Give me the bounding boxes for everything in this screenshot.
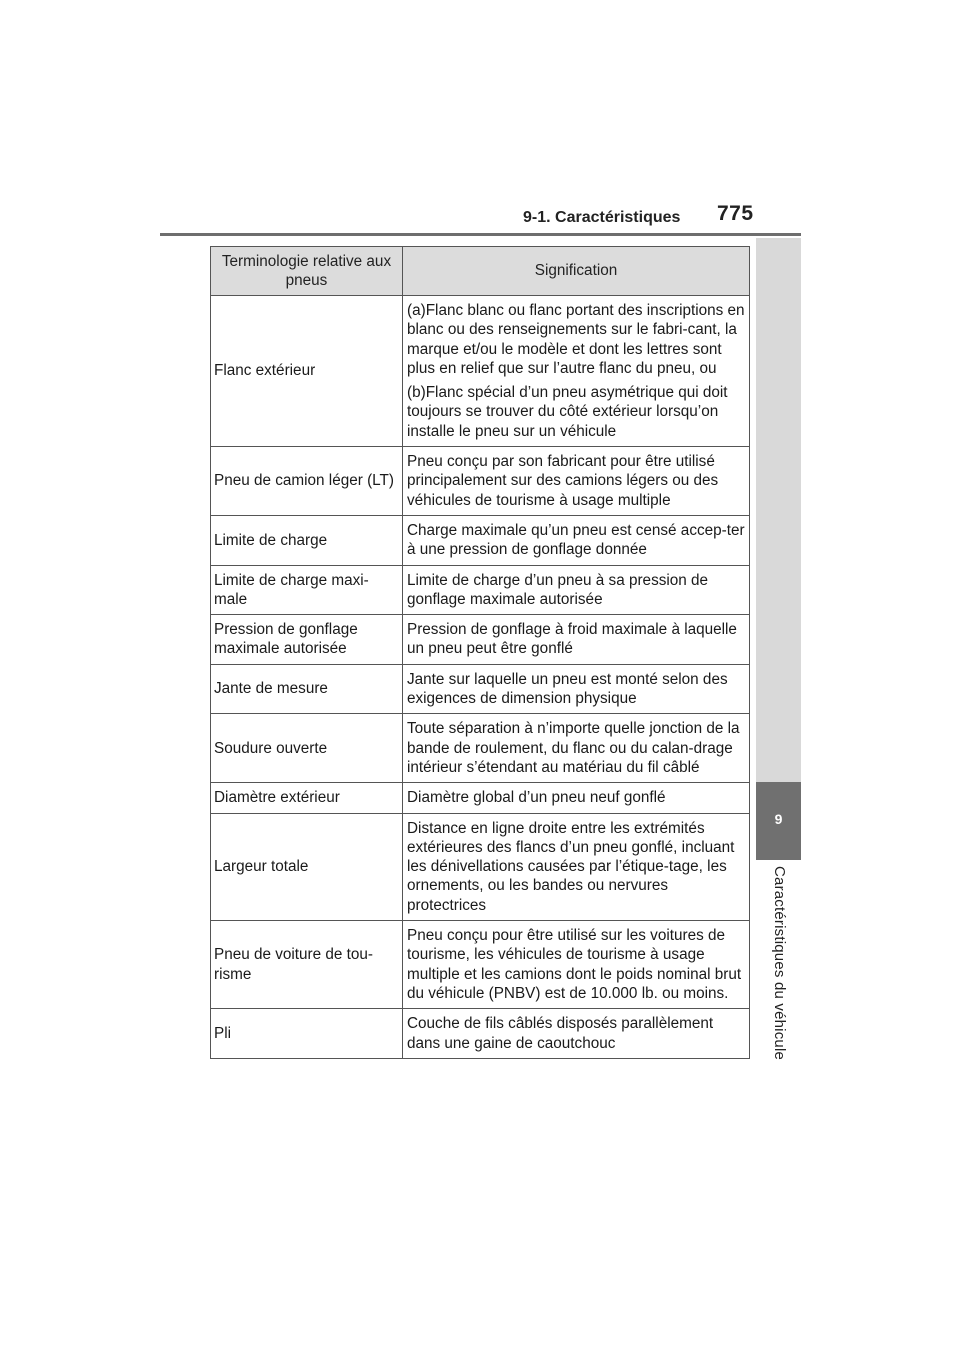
- chapter-side-tab: [756, 238, 801, 1152]
- term-cell: Diamètre extérieur: [211, 783, 403, 813]
- meaning-cell: [403, 921, 750, 1009]
- term-cell: Largeur totale: [211, 813, 403, 920]
- meaning-paragraph: Distance en ligne droite entre les extrémités extérieures des flancs d’un pneu gonflé, incluant les dénivellations causées par l’étique-tage, les ornements, ou les bandes ou nervures protectrices: [407, 819, 735, 914]
- chapter-number-box: [756, 782, 801, 860]
- meaning-cell: [403, 664, 750, 714]
- table-row: [211, 921, 750, 1009]
- term-cell: Limite de charge maxi-male: [211, 565, 403, 615]
- term-cell: Pneu de voiture de tou-risme: [211, 921, 403, 1009]
- term-cell: Jante de mesure: [211, 664, 403, 714]
- chapter-label: Caractéristiques du véhicule: [771, 866, 788, 1061]
- table-row: [211, 1009, 750, 1059]
- column-header-term: Terminologie relative aux pneus: [211, 247, 403, 296]
- meaning-cell: [403, 783, 750, 813]
- table-row: [211, 813, 750, 920]
- meaning-cell: [403, 813, 750, 920]
- term-cell: Pli: [211, 1009, 403, 1059]
- table-row: [211, 565, 750, 615]
- meaning-cell: [403, 296, 750, 447]
- table-row: [211, 515, 750, 565]
- meaning-cell: [403, 615, 750, 665]
- meaning-paragraph: (b)Flanc spécial d’un pneu asymétrique qui doit toujours se trouver du côté extérieur lorsqu’on installe le pneu sur un véhicule: [407, 384, 728, 440]
- term-cell: Flanc extérieur: [211, 296, 403, 447]
- table-header-row: [211, 247, 750, 296]
- tire-terminology-table: [210, 246, 750, 1059]
- meaning-cell: [403, 515, 750, 565]
- meaning-cell: [403, 1009, 750, 1059]
- chapter-number: 9: [774, 811, 783, 827]
- table-row: [211, 296, 750, 447]
- page-number: 775: [717, 202, 754, 225]
- side-tab-band: [756, 238, 801, 782]
- meaning-paragraph: Diamètre global d’un pneu neuf gonflé: [407, 789, 666, 807]
- meaning-paragraph: Jante sur laquelle un pneu est monté selon des exigences de dimension physique: [407, 670, 728, 708]
- meaning-paragraph: Charge maximale qu’un pneu est censé accep-ter à une pression de gonflage donnée: [407, 521, 745, 559]
- section-title: 9-1. Caractéristiques: [523, 209, 681, 226]
- chapter-label-area: [756, 860, 801, 1152]
- meaning-paragraph: Couche de fils câblés disposés parallèlement dans une gaine de caoutchouc: [407, 1015, 714, 1052]
- page-header: [505, 202, 795, 232]
- term-cell: Soudure ouverte: [211, 714, 403, 783]
- table-row: [211, 783, 750, 813]
- meaning-paragraph: Pneu conçu pour être utilisé sur les voitures de tourisme, les véhicules de tourisme à usage multiple et les camions dont le poids nominal brut du véhicule (PNBV) est de 10.000 lb. ou moins.: [407, 927, 742, 1002]
- column-header-meaning: Signification: [403, 247, 750, 296]
- header-rule: [160, 233, 801, 236]
- meaning-cell: [403, 447, 750, 516]
- meaning-paragraph: Limite de charge d’un pneu à sa pression de gonflage maximale autorisée: [407, 571, 709, 608]
- meaning-paragraph: Toute séparation à n’importe quelle jonction de la bande de roulement, du flanc ou du calan-drage intérieur s’étendant au matériau du fil câblé: [407, 720, 740, 776]
- meaning-cell: [403, 565, 750, 615]
- meaning-cell: [403, 714, 750, 783]
- table-row: [211, 447, 750, 516]
- meaning-paragraph: Pression de gonflage à froid maximale à laquelle un pneu peut être gonflé: [407, 621, 737, 658]
- table-row: [211, 714, 750, 783]
- meaning-paragraph: (a)Flanc blanc ou flanc portant des inscriptions en blanc ou des renseignements sur le fabri-cant, la marque et/ou le modèle et dont les lettres sont plus en relief que sur l’autre flanc du pneu, ou: [407, 302, 745, 377]
- meaning-paragraph: Pneu conçu par son fabricant pour être utilisé principalement sur des camions légers ou des véhicules de tourisme à usage multiple: [407, 453, 719, 509]
- term-cell: Pneu de camion léger (LT): [211, 447, 403, 516]
- term-cell: Pression de gonflage maximale autorisée: [211, 615, 403, 665]
- table-row: [211, 664, 750, 714]
- table-row: [211, 615, 750, 665]
- term-cell: Limite de charge: [211, 515, 403, 565]
- table-body: [211, 296, 750, 1059]
